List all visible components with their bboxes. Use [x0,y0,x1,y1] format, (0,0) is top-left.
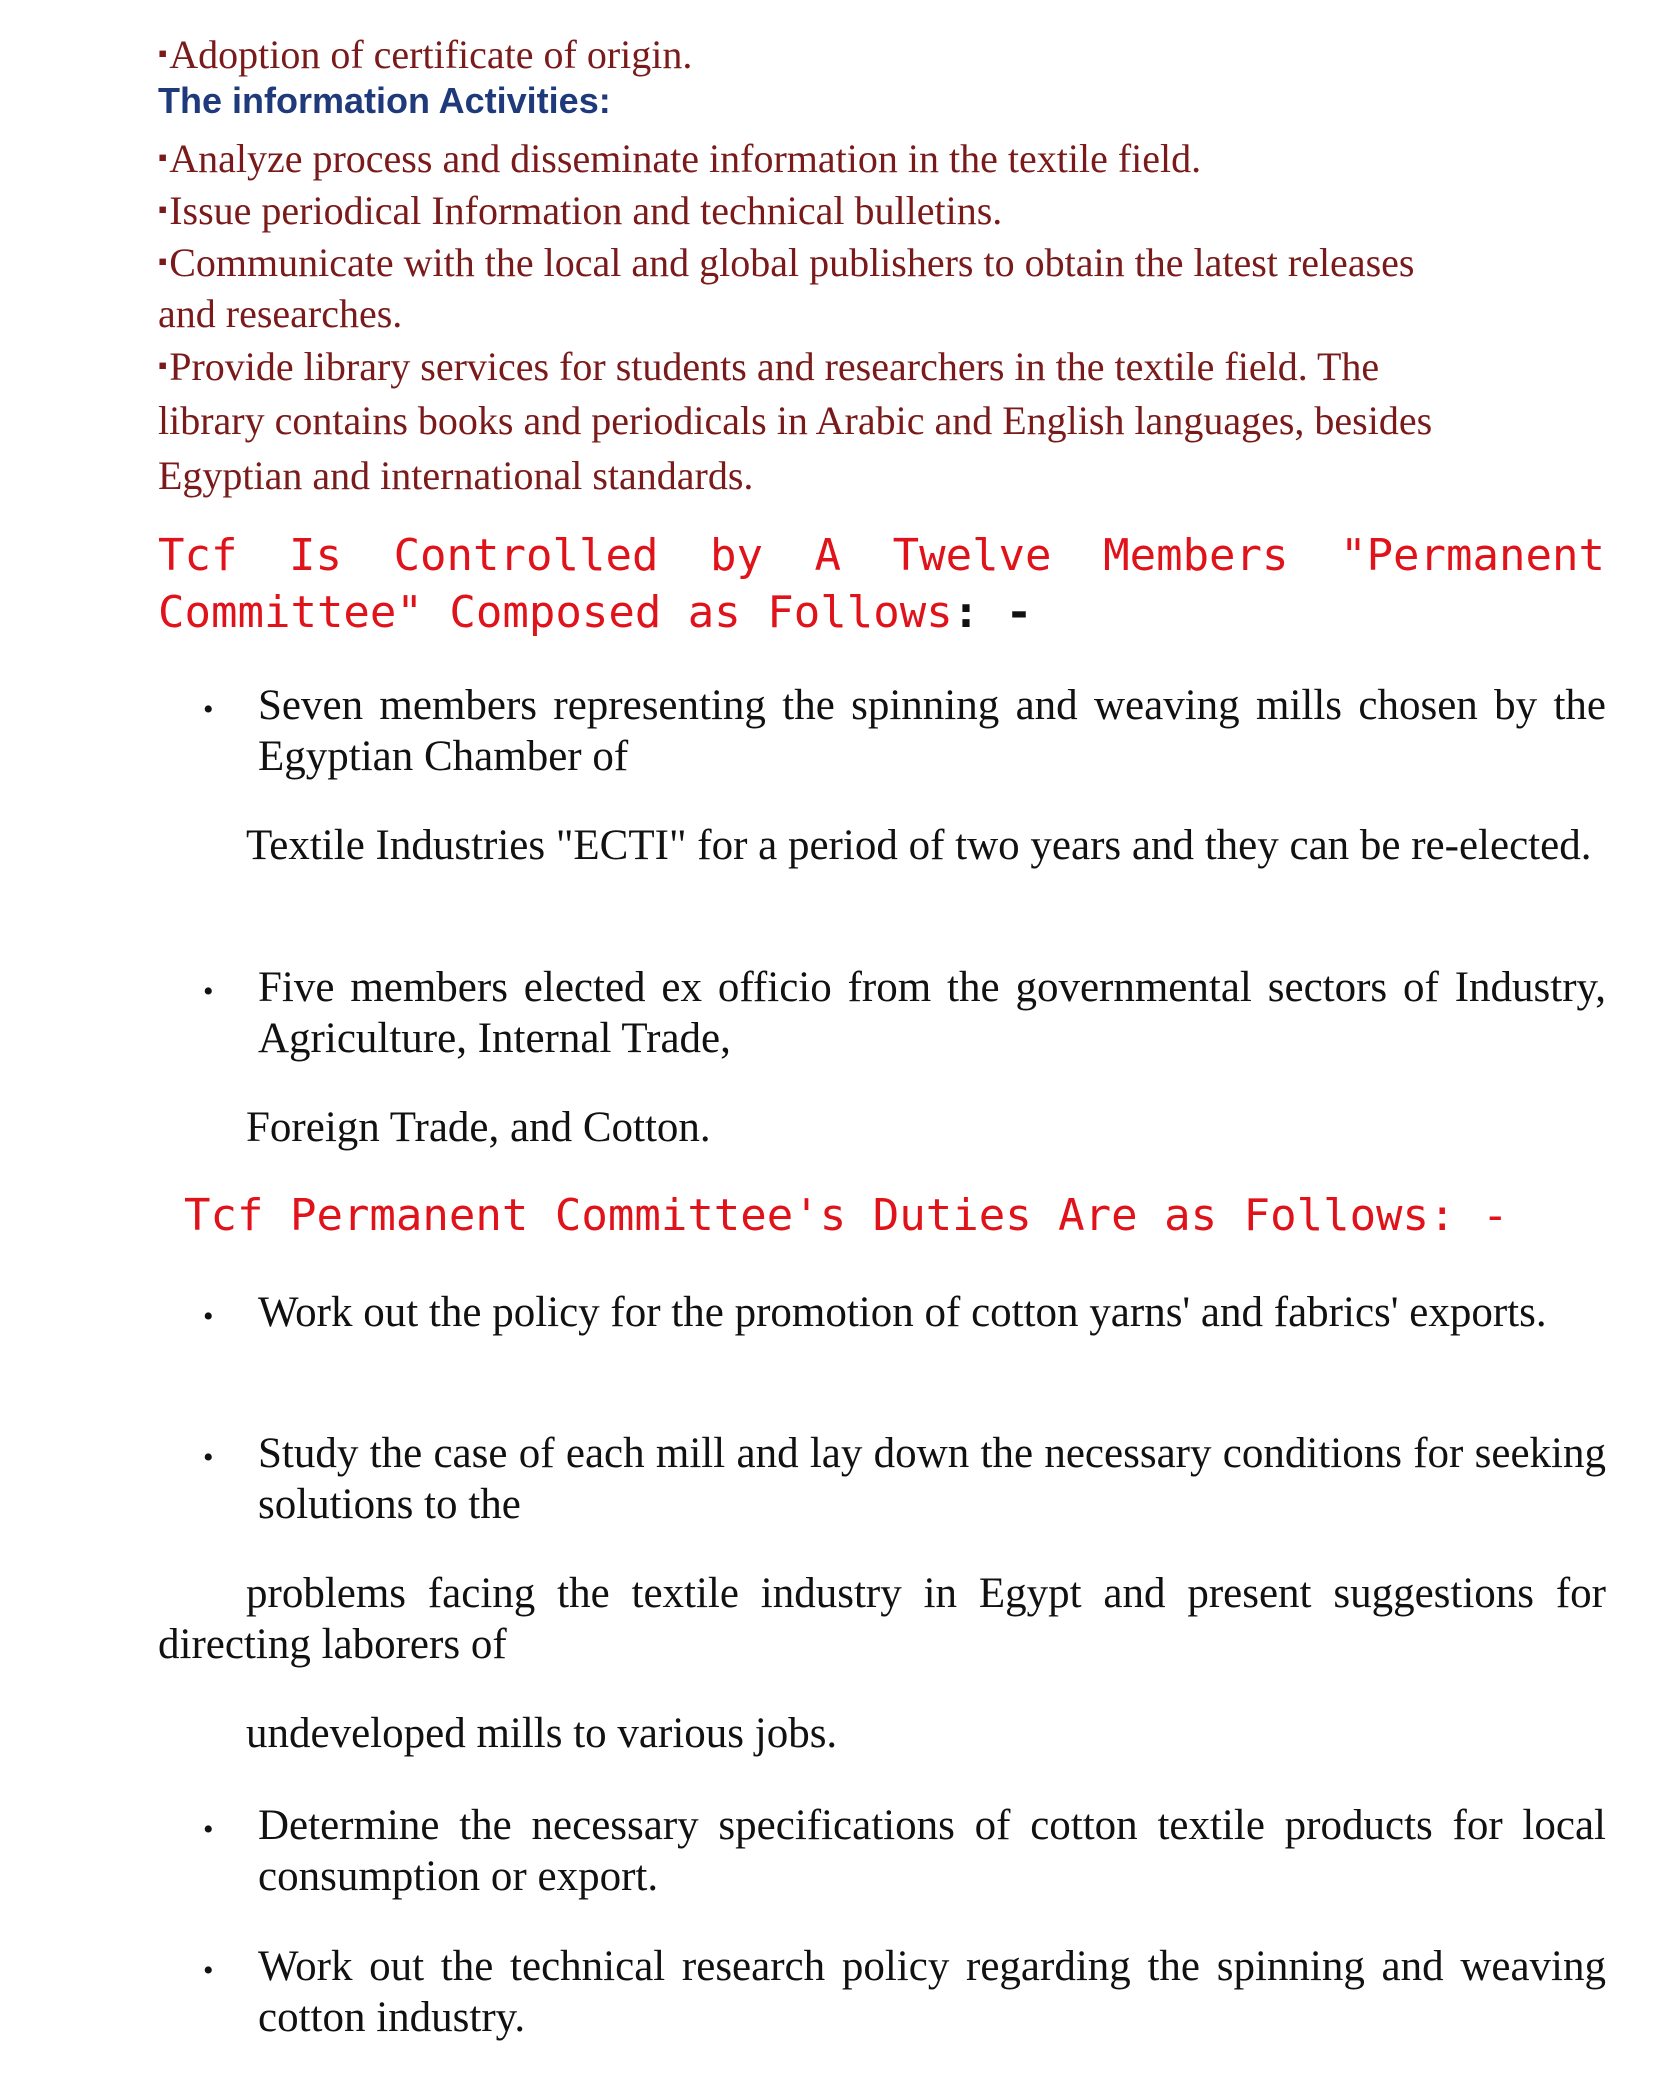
bullet-dot-icon: • [203,1813,214,1846]
list-item-continuation: Egyptian and international standards. [158,453,754,498]
square-bullet-icon: ▪ [158,247,168,276]
list-item: ▪Issue periodical Information and technical bulletins. [158,188,1003,233]
heading-line-2: Committee" Composed as Follows: - [158,587,1033,638]
list-item-continuation: and researches. [158,291,403,336]
list-item: Study the case of each mill and lay down the necessary conditions for seeking solutions to the [258,1430,1606,1528]
section-heading-information: The information Activities: [158,80,611,121]
bullet-dot-icon: • [203,1954,214,1987]
list-item: Determine the necessary specifications of cotton textile products for local consumption or export. [258,1802,1606,1900]
list-item: ▪Adoption of certificate of origin. [158,32,693,77]
square-bullet-icon: ▪ [158,195,168,224]
bullet-dot-icon: • [203,693,214,726]
list-item-continuation: library contains books and periodicals in Arabic and English languages, besides [158,398,1433,443]
list-item: Work out the policy for the promotion of cotton yarns' and fabrics' exports. [258,1289,1547,1336]
paragraph: Foreign Trade, and Cotton. [246,1104,711,1151]
list-item: ▪Provide library services for students and researchers in the textile field. The [158,344,1380,389]
list-item: ▪Communicate with the local and global publishers to obtain the latest releases [158,240,1415,285]
list-item: Work out the technical research policy regarding the spinning and weaving cotton industry. [258,1943,1606,2041]
paragraph: problems facing the textile industry in Egypt and present suggestions for directing laborers of [158,1570,1606,1668]
paragraph: Textile Industries "ECTI" for a period of two years and they can be re-elected. [246,822,1592,869]
bullet-dot-icon: • [203,1300,214,1333]
square-bullet-icon: ▪ [158,39,168,68]
list-item: ▪Analyze process and disseminate information in the textile field. [158,136,1202,181]
heading-line-1: Tcf Is Controlled by A Twelve Members "Permanent [158,530,1605,581]
section-heading-duties: Tcf Permanent Committee's Duties Are as Follows: - [184,1190,1509,1241]
bullet-dot-icon: • [203,975,214,1008]
bullet-dot-icon: • [203,1441,214,1474]
section-heading-control [158,530,1605,638]
list-item: Five members elected ex officio from the governmental sectors of Industry, Agriculture, Internal Trade, [258,964,1606,1062]
list-item: Seven members representing the spinning and weaving mills chosen by the Egyptian Chamber of [258,682,1606,780]
square-bullet-icon: ▪ [158,143,168,172]
paragraph: undeveloped mills to various jobs. [246,1710,838,1757]
square-bullet-icon: ▪ [158,351,168,380]
